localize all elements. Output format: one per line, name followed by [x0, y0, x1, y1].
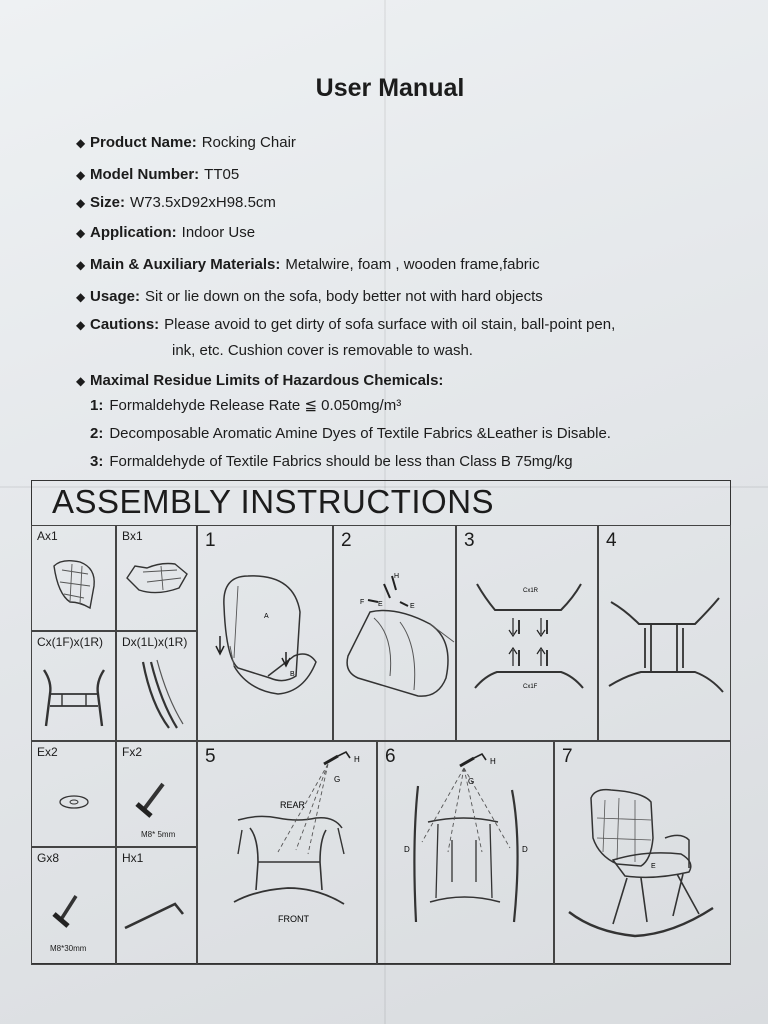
part-label-e: Ex2: [37, 745, 58, 759]
bullet-icon: ◆: [76, 136, 86, 150]
step-6-illustration: [378, 742, 555, 966]
manual-title: User Manual: [315, 74, 465, 102]
step-5-illustration: [198, 742, 378, 966]
step-number-2: 2: [341, 530, 352, 551]
step-2-label-f: F: [360, 599, 365, 606]
part-label-b: Bx1: [122, 529, 143, 543]
step-number-5: 5: [205, 746, 216, 767]
part-cell-c: [31, 631, 116, 741]
step-cell-1: [197, 525, 333, 741]
limit-item-2: 2: Decomposable Aromatic Amine Dyes of Textile Fabrics &Leather is Disable.: [90, 425, 611, 442]
step-cell-7: [554, 741, 731, 965]
spec-application: ◆ Application: Indoor Use: [76, 224, 256, 241]
step-5-label-g: G: [334, 775, 341, 784]
step-7-label-e: E: [651, 863, 656, 870]
step-number-6: 6: [385, 746, 396, 767]
part-cell-a: [31, 525, 116, 631]
step-number-7: 7: [562, 746, 573, 767]
bullet-icon: ◆: [76, 374, 86, 388]
wooden-rocker-illustration: [117, 632, 198, 742]
spec-materials: ◆ Main & Auxiliary Materials: Metalwire, foam , wooden frame,fabric: [76, 256, 540, 273]
step-1-label-a: A: [264, 613, 269, 620]
step-6-label-g: G: [468, 777, 475, 786]
step-3-illustration: [457, 526, 599, 742]
step-3-label-rear: Cx1R: [523, 588, 539, 594]
part-cell-d: [116, 631, 197, 741]
bullet-icon: ◆: [76, 318, 86, 332]
spec-cautions-continuation: ink, etc. Cushion cover is removable to wash.: [172, 342, 473, 359]
part-label-d: Dx(1L)x(1R): [122, 635, 188, 649]
step-number-4: 4: [606, 530, 617, 551]
assembled-rocking-chair-illustration: [555, 742, 732, 966]
assembly-instructions: [31, 480, 731, 964]
spec-usage: ◆ Usage: Sit or lie down on the sofa, body better not with hard objects: [76, 288, 543, 305]
step-number-1: 1: [205, 530, 216, 551]
part-cell-g: [31, 847, 116, 965]
spec-product-name: ◆ Product Name: Rocking Chair: [76, 134, 296, 151]
step-cell-3: [456, 525, 598, 741]
step-1-illustration: [198, 526, 334, 742]
bullet-icon: ◆: [76, 226, 86, 240]
spec-chemical-limits: ◆ Maximal Residue Limits of Hazardous Chemicals:: [76, 372, 444, 389]
part-label-g: Gx8: [37, 851, 60, 865]
step-5-label-rear: REAR: [280, 800, 306, 810]
part-cell-e: [31, 741, 116, 847]
allen-key-icon: [117, 848, 198, 966]
part-cell-b: [116, 525, 197, 631]
washer-icon: [32, 742, 117, 848]
part-cell-f: [116, 741, 197, 847]
step-3-label-front: Cx1F: [523, 684, 538, 690]
chair-base-illustration: [117, 526, 198, 632]
step-6-label-d-right: D: [522, 845, 528, 854]
step-1-label-b: B: [290, 671, 295, 678]
chair-seat-illustration: [32, 526, 117, 632]
part-label-a: Ax1: [37, 529, 58, 543]
bullet-icon: ◆: [76, 196, 86, 210]
step-2-illustration: [334, 526, 457, 742]
bullet-icon: ◆: [76, 168, 86, 182]
bullet-icon: ◆: [76, 258, 86, 272]
step-2-label-h: H: [394, 573, 400, 580]
part-label-h: Hx1: [122, 851, 144, 865]
assembly-title: ASSEMBLY INSTRUCTIONS: [52, 483, 495, 520]
step-5-label-h: H: [354, 755, 360, 764]
limit-item-1: 1: Formaldehyde Release Rate ≦ 0.050mg/m³: [90, 397, 402, 414]
spec-size: ◆ Size: W73.5xD92xH98.5cm: [76, 194, 276, 211]
bullet-icon: ◆: [76, 290, 86, 304]
part-caption-f: M8* 5mm: [141, 830, 176, 839]
step-4-illustration: [599, 526, 732, 742]
spec-cautions: ◆ Cautions: Please avoid to get dirty of sofa surface with oil stain, ball-point pen,: [76, 316, 616, 333]
metal-frame-illustration: [32, 632, 117, 742]
part-cell-h: [116, 847, 197, 965]
step-6-label-h: H: [490, 757, 496, 766]
spec-model-number: ◆ Model Number: TT05: [76, 166, 240, 183]
step-2-label-e2: E: [410, 603, 415, 610]
part-label-f: Fx2: [122, 745, 143, 759]
limit-item-3: 3: Formaldehyde of Textile Fabrics should be less than Class B 75mg/kg: [90, 453, 573, 470]
step-6-label-d-left: D: [404, 845, 410, 854]
step-cell-6: [377, 741, 554, 965]
part-caption-g: M8*30mm: [50, 944, 87, 953]
step-cell-2: [333, 525, 456, 741]
step-2-label-e1: E: [378, 601, 383, 608]
step-number-3: 3: [464, 530, 475, 551]
step-cell-4: [598, 525, 731, 741]
step-cell-5: [197, 741, 377, 965]
part-label-c: Cx(1F)x(1R): [37, 635, 103, 649]
step-5-label-front: FRONT: [278, 914, 309, 924]
